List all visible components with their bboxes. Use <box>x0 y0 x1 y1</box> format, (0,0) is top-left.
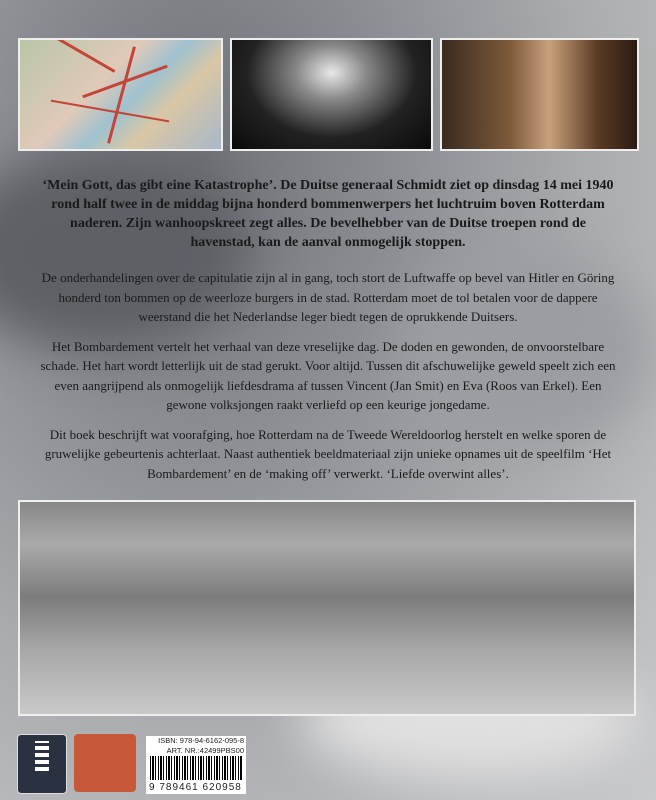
film-couple-photo <box>440 38 639 151</box>
city-map-photo <box>18 38 223 151</box>
publisher-logo <box>17 734 67 794</box>
barcode-label <box>146 736 246 794</box>
bombed-city-ruins-photo <box>18 500 636 716</box>
intro-paragraph: ‘Mein Gott, das gibt eine Katastrophe’. De Duitse generaal Schmidt ziet op dinsdag 14 mei 1940 rond half twee in de middag bijna honderd bommenwerpers het luchtruim boven Rotterdam naderen. Zijn wanhoopskreet zegt alles. De bevelhebber van de Duitse troepen rond de havenstad, kan de aanval onmogelijk stoppen. <box>42 178 614 250</box>
body-paragraph: De onderhandelingen over de capitulatie zijn al in gang, toch stort de Luftwaffe op bevel van Hitler en Göring honderd ton bommen op de weerloze burgers in de stad. Rotterdam moet de tol betalen voor de dappere weerstand die het Nederlandse leger biedt tegen de oprukkende Duitsers. <box>41 270 615 324</box>
cover-text <box>40 176 616 493</box>
lighthouse-icon <box>35 741 49 771</box>
barcode-number: 9 789461 620958 <box>149 782 242 793</box>
barcode <box>150 756 242 780</box>
body-paragraph: Dit boek beschrijft wat voorafging, hoe Rotterdam na de Tweede Wereldoorlog herstelt en welke sporen de gruwelijke gebeurtenis achterlaat. Naast authentiek beeldmateriaal zijn unieke opnames uit de speelfilm ‘Het Bombardement’ en de ‘making off’ verwerkt. ‘Liefde overwint alles’. <box>44 426 612 481</box>
article-number: ART. NR.:42499PBS00 <box>166 746 244 755</box>
body-paragraph: Het Bombardement vertelt het verhaal van deze vreselijke dag. De doden en gewonden, de onvoorstelbare schade. Het hart wordt letterlijk uit de stad gerukt. Voor altijd. Tussen dit afschuwelijke geweld speelt zich een even aangrijpend als onmogelijk liefdesdrama af tussen Vincent (Jan Smit) en Eva (Roos van Erkel). Een gewone volksjongen raakt verliefd op een keurige jongedame. <box>40 338 616 412</box>
burning-city-photo <box>230 38 433 151</box>
isbn: ISBN: 978-94-6162-095-8 <box>158 736 244 745</box>
ad-logo <box>74 734 136 792</box>
